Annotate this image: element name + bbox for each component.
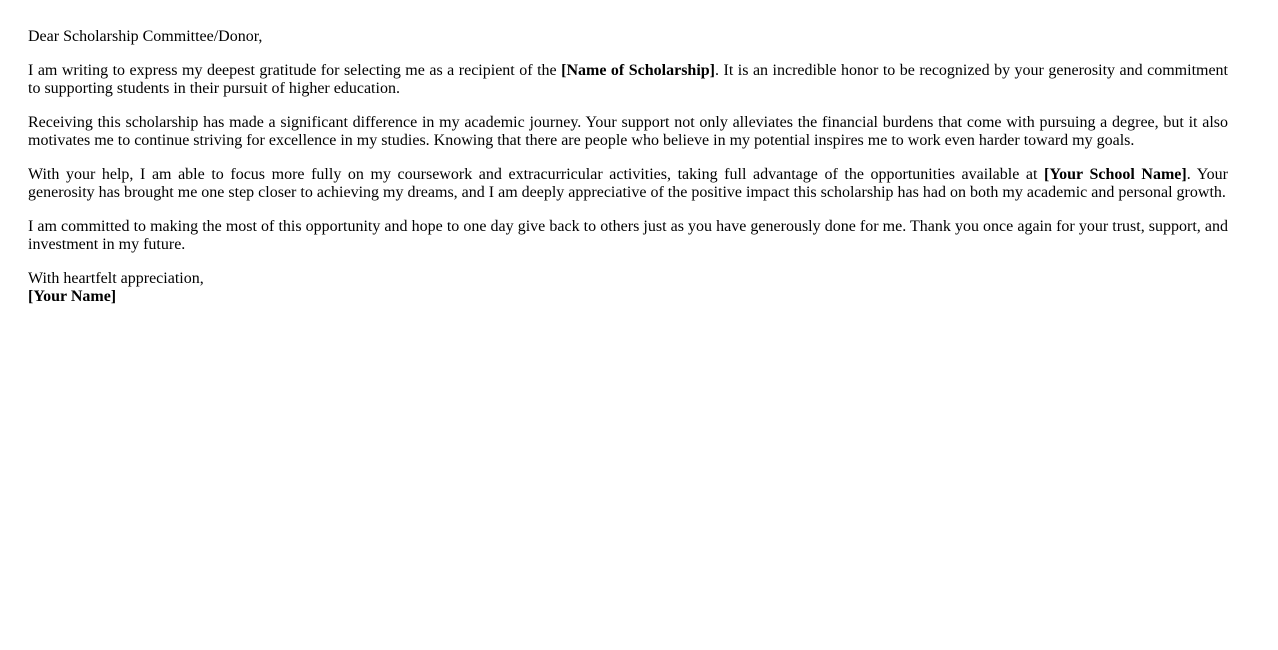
closing-line: With heartfelt appreciation, (28, 270, 204, 287)
signature-placeholder: [Your Name] (28, 288, 117, 305)
paragraph-gratitude-intro: I am writing to express my deepest gratitude for selecting me as a recipient of the (28, 62, 562, 79)
paragraph-opportunities-rest: . Your generosity has brought me one step closer to achieving my dreams, and I am deeply appreciative of the positive impact this scholarship has had on both my academic and personal growth. (28, 166, 1228, 201)
scholarship-name-placeholder: [Name of Scholarship] (561, 62, 716, 79)
paragraph-opportunities (28, 166, 1228, 202)
paragraph-gratitude-rest: . It is an incredible honor to be recognized by your generosity and commitment to supporting students in their pursuit of higher education. (28, 62, 1229, 97)
school-name-placeholder: [Your School Name] (1044, 166, 1187, 183)
paragraph-commitment: I am committed to making the most of this opportunity and hope to one day give back to others just as you have generously done for me. Thank you once again for your trust, support, and investment in my future. (28, 218, 1228, 253)
paragraph-opportunities-intro: With your help, I am able to focus more fully on my coursework and extracurricular activities, taking full advantage of the opportunities available at (28, 166, 1045, 183)
letter-body (28, 28, 1228, 306)
paragraph-gratitude (28, 62, 1228, 98)
paragraph-impact: Receiving this scholarship has made a significant difference in my academic journey. Your support not only alleviates the financial burdens that come with pursuing a degree, but it also motivates me to continue striving for excellence in my studies. Knowing that there are people who believe in my potential inspires me to work even harder toward my goals. (28, 114, 1228, 149)
salutation: Dear Scholarship Committee/Donor, (28, 28, 263, 45)
